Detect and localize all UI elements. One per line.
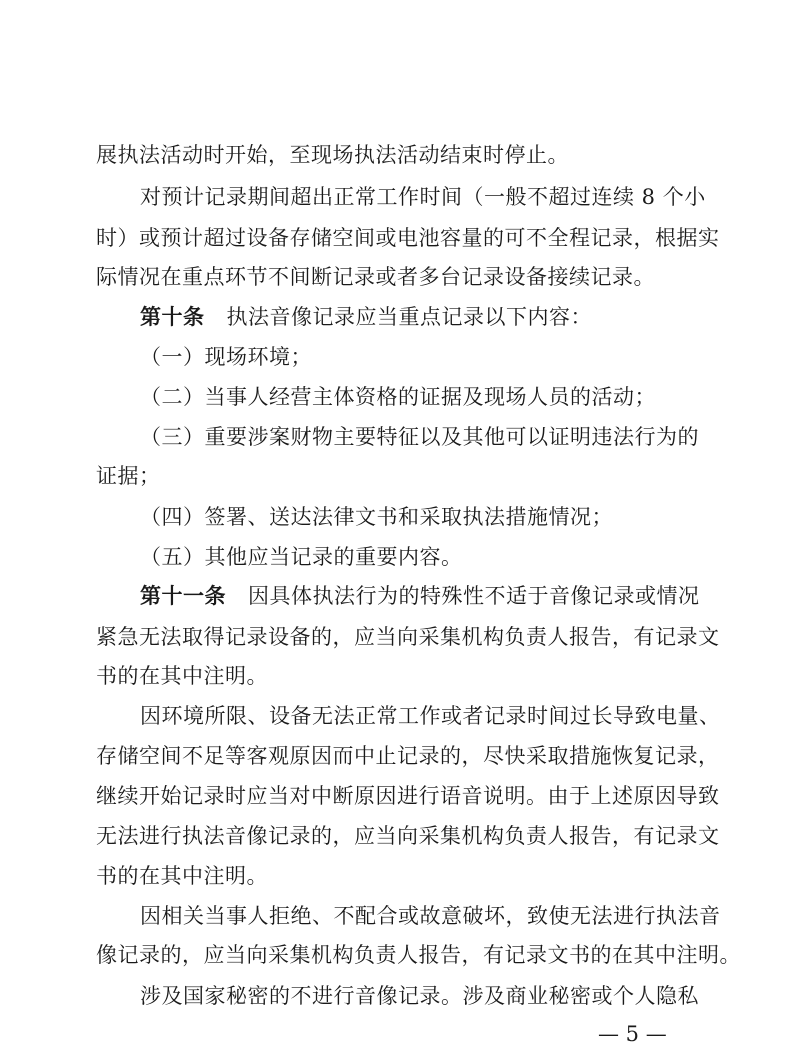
paragraph-line: 时）或预计超过设备存储空间或电池容量的可不全程记录，根据实 [96,226,720,250]
list-item: （二）当事人经营主体资格的证据及现场人员的活动； [140,385,656,409]
article-11-line [140,582,700,610]
paragraph-line: 涉及国家秘密的不进行音像记录。涉及商业秘密或个人隐私 [140,984,699,1008]
paragraph-line: 对预计记录期间超出正常工作时间（一般不超过连续 8 个小 [140,185,706,209]
list-item-continuation: 证据； [96,464,161,488]
page-number: — 5 — [598,1022,667,1046]
list-item: （四）签署、送达法律文书和采取执法措施情况； [140,505,613,529]
paragraph-line: 存储空间不足等客观原因而中止记录的，尽快采取措施恢复记录， [96,744,720,768]
paragraph-line: 像记录的，应当向采集机构负责人报告，有记录文书的在其中注明。 [96,943,741,967]
list-item: （一）现场环境； [140,345,312,369]
paragraph-line: 继续开始记录时应当对中断原因进行语音说明。由于上述原因导致 [96,784,720,808]
paragraph-line: 紧急无法取得记录设备的，应当向采集机构负责人报告，有记录文 [96,625,720,649]
paragraph-line: 书的在其中注明。 [96,664,268,688]
paragraph-line: 因相关当事人拒绝、不配合或故意破坏，致使无法进行执法音 [140,904,721,928]
article-11-text: 因具体执法行为的特殊性不适于音像记录或情况 [248,584,700,608]
paragraph-line: 书的在其中注明。 [96,864,268,888]
article-10-text: 执法音像记录应当重点记录以下内容： [226,305,592,329]
list-item: （五）其他应当记录的重要内容。 [140,545,463,569]
article-10-line [140,303,700,331]
article-11-heading: 第十一条 [140,583,226,608]
article-10-heading: 第十条 [140,304,205,329]
list-item: （三）重要涉案财物主要特征以及其他可以证明违法行为的 [140,425,699,449]
paragraph-line: 展执法活动时开始，至现场执法活动结束时停止。 [96,143,569,167]
paragraph-line: 因环境所限、设备无法正常工作或者记录时间过长导致电量、 [140,704,721,728]
paragraph-line: 际情况在重点环节不间断记录或者多台记录设备接续记录。 [96,265,655,289]
paragraph-line: 无法进行执法音像记录的，应当向采集机构负责人报告，有记录文 [96,824,720,848]
